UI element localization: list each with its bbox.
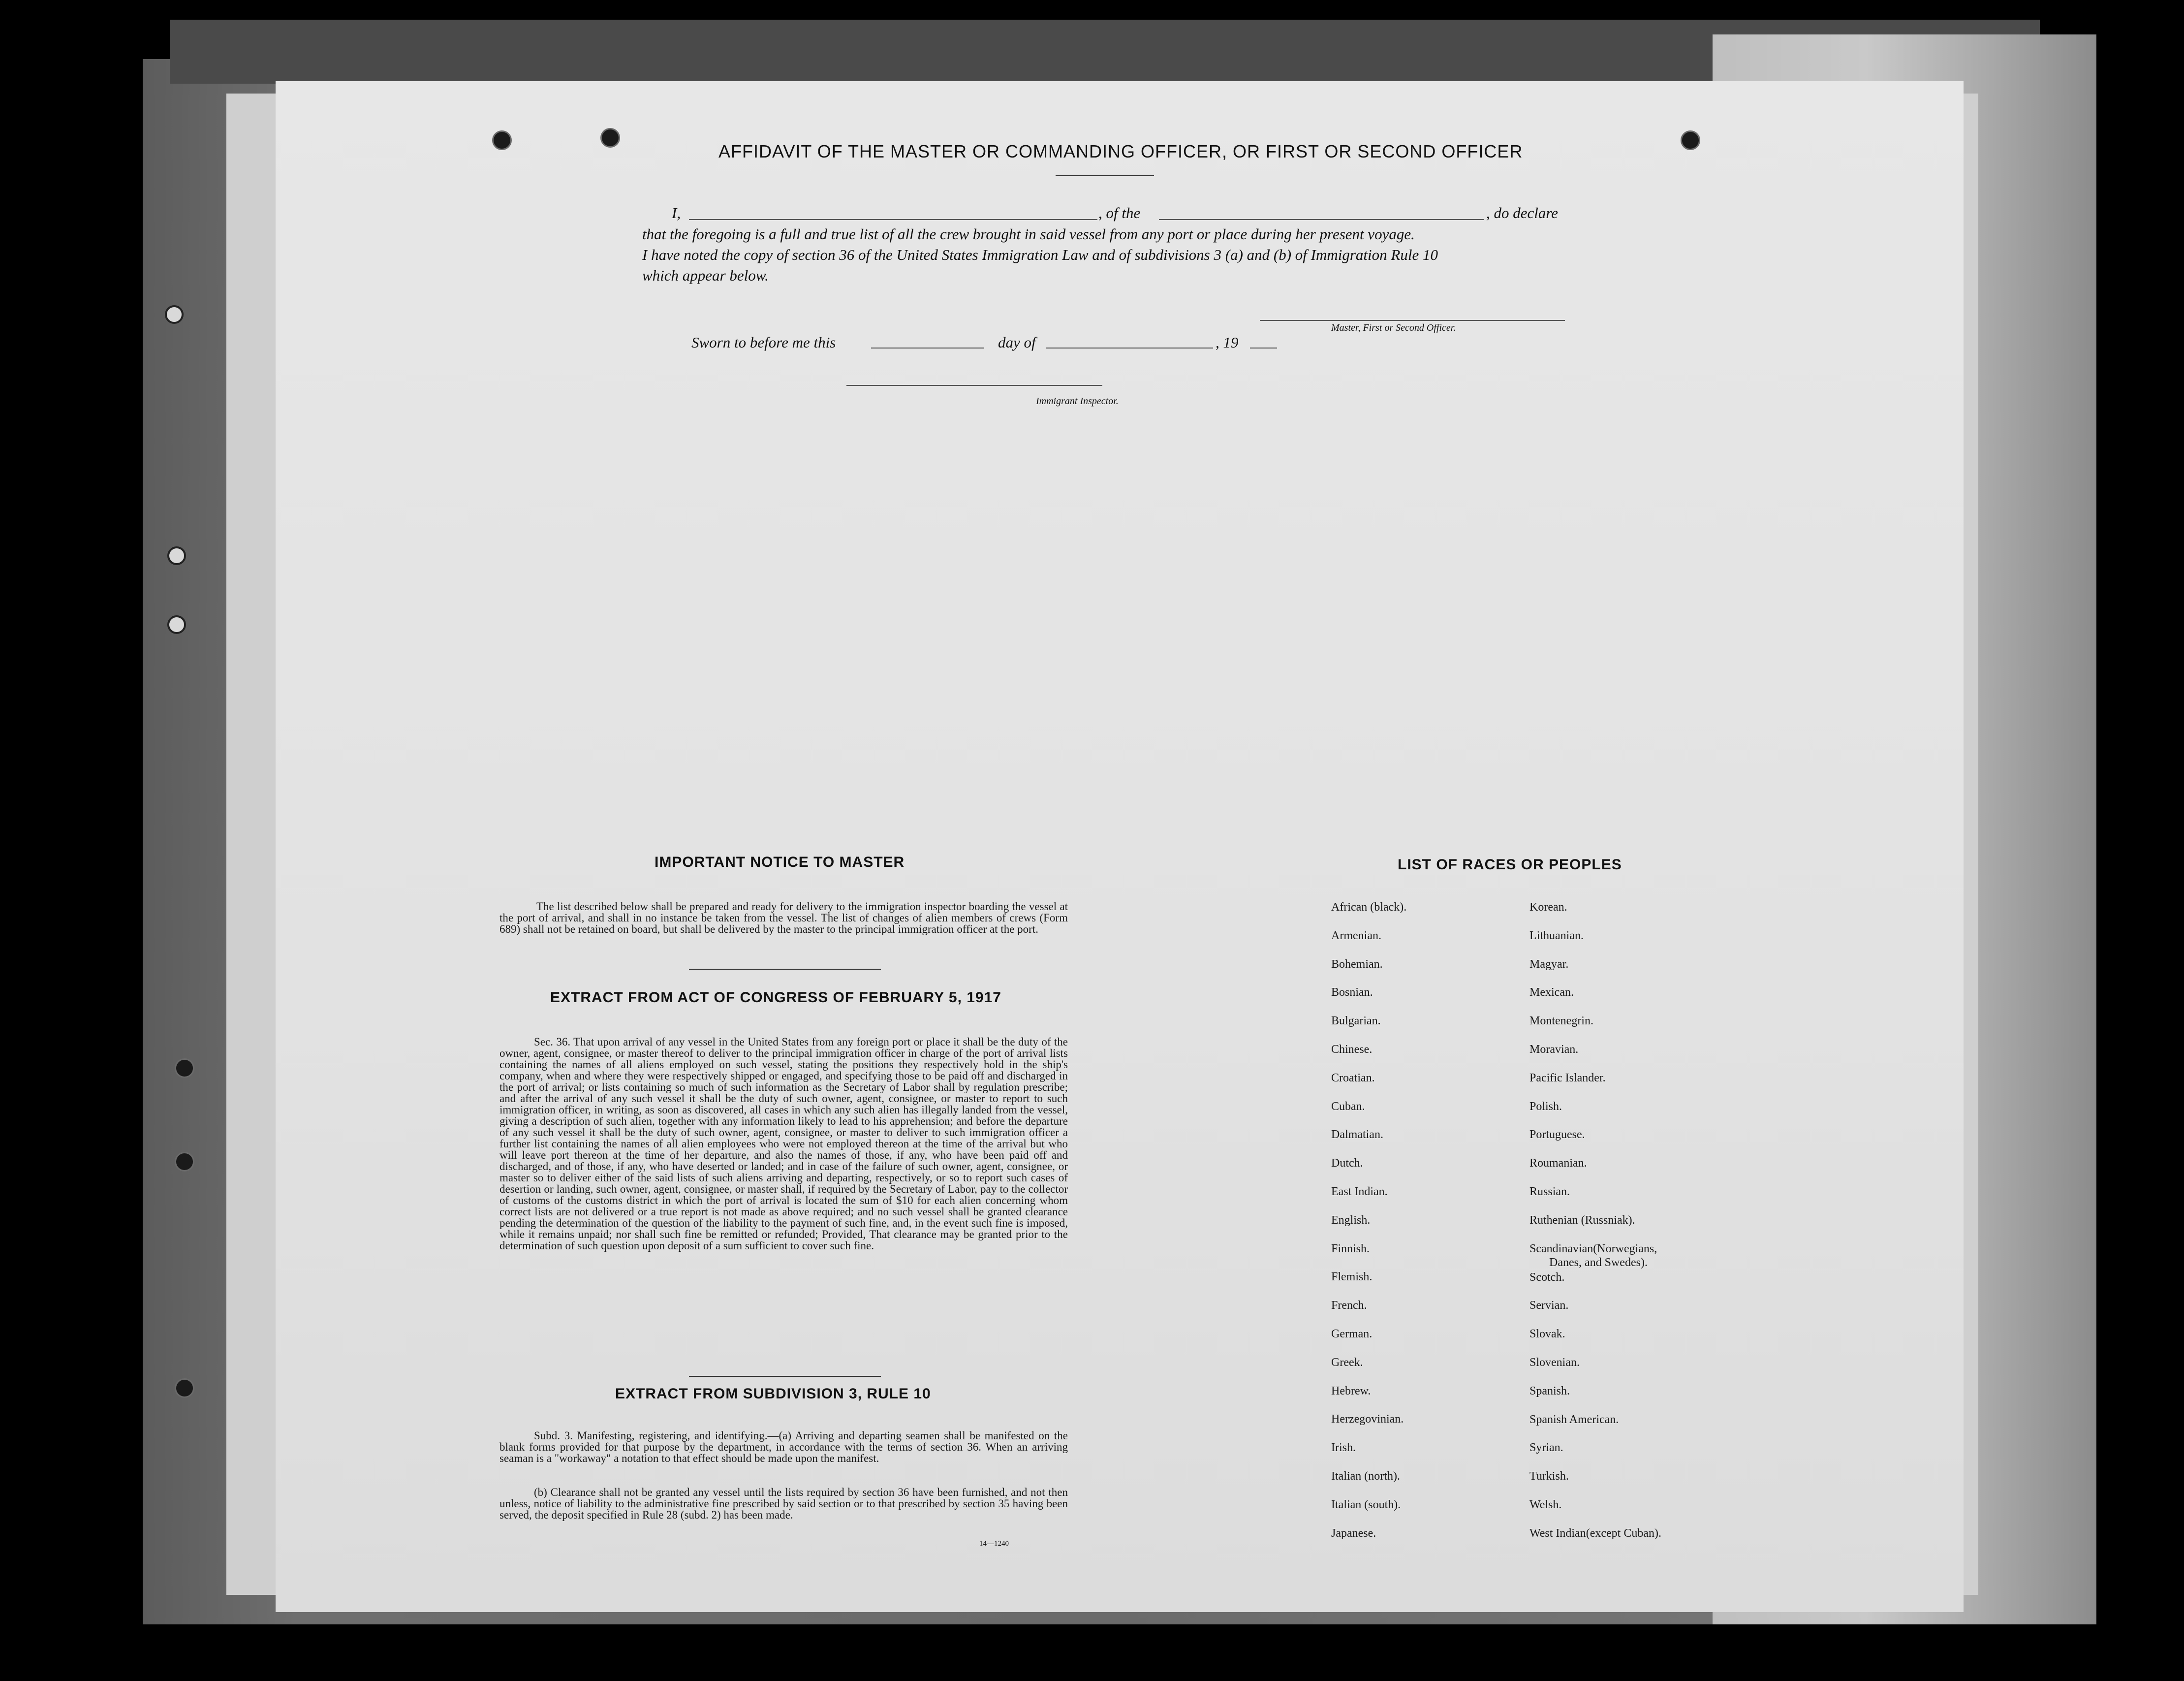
race-item: Cuban. (1331, 1100, 1365, 1113)
divider (1056, 175, 1154, 176)
inspector-signature-line[interactable] (846, 385, 1102, 386)
race-item: Flemish. (1331, 1270, 1373, 1283)
race-item: German. (1331, 1328, 1373, 1340)
punch-hole (600, 128, 620, 148)
punch-hole (1681, 130, 1700, 150)
race-item: Korean. (1529, 901, 1567, 914)
race-item: Polish. (1529, 1100, 1562, 1113)
master-signature-label: Master, First or Second Officer. (1331, 322, 1456, 333)
punch-hole (175, 1058, 194, 1078)
race-item: Ruthenian (Russniak). (1529, 1214, 1635, 1227)
affidavit-declare: , do declare (1486, 204, 1559, 222)
race-item: West Indian(except Cuban). (1529, 1527, 1661, 1540)
notice-text: The list described below shall be prepared and ready for delivery to the immigration inspector boarding the vessel at the port of arrival, and shall in no instance be taken from the vessel. The list of changes of alien members of crews (Form 689) shall not be retained on board, but shall be delivered by the master to the principal immigration officer at the port. (499, 900, 1068, 935)
race-item: Lithuanian. (1529, 929, 1584, 942)
extract-rule-title: EXTRACT FROM SUBDIVISION 3, RULE 10 (615, 1386, 931, 1402)
month-blank[interactable] (1046, 348, 1213, 349)
day-of-label: day of (998, 334, 1036, 351)
race-item: Syrian. (1529, 1441, 1563, 1454)
race-item: Greek. (1331, 1356, 1363, 1369)
punch-hole (175, 1378, 194, 1398)
race-item: Pacific Islander. (1529, 1072, 1606, 1084)
race-item: Moravian. (1529, 1043, 1579, 1056)
race-item: English. (1331, 1214, 1371, 1227)
races-title: LIST OF RACES OR PEOPLES (1398, 856, 1622, 873)
race-item: Montenegrin. (1529, 1015, 1593, 1027)
race-item: Armenian. (1331, 929, 1381, 942)
affidavit-line-3: I have noted the copy of section 36 of the United States Immigration Law and of subdivisions 3 (a) and (b) of Immigration Rule 10 (642, 246, 1438, 263)
affidavit-i: I, (672, 204, 681, 222)
race-item: Herzegovinian. (1331, 1413, 1404, 1426)
notice-title: IMPORTANT NOTICE TO MASTER (655, 854, 905, 870)
year-label: , 19 (1216, 334, 1239, 351)
race-item: East Indian. (1331, 1185, 1388, 1198)
race-item: Hebrew. (1331, 1385, 1371, 1397)
race-item: Chinese. (1331, 1043, 1373, 1056)
form-number: 14—1240 (979, 1540, 1009, 1548)
punch-hole (492, 130, 512, 150)
race-item: Scotch. (1529, 1271, 1565, 1284)
race-item: Bosnian. (1331, 986, 1373, 999)
punch-hole (167, 546, 186, 565)
sworn-label: Sworn to before me this (691, 334, 836, 351)
race-item: Servian. (1529, 1299, 1569, 1312)
race-item: Spanish American. (1529, 1413, 1619, 1426)
punch-hole (165, 305, 184, 324)
punch-hole (175, 1152, 194, 1172)
race-item: Dalmatian. (1331, 1128, 1383, 1141)
name-blank[interactable] (689, 219, 1097, 220)
race-item: Danes, and Swedes). (1549, 1256, 1648, 1269)
affidavit-line-4: which appear below. (642, 267, 769, 284)
sworn-day-blank[interactable] (871, 348, 984, 349)
race-item: Dutch. (1331, 1157, 1363, 1170)
race-item: African (black). (1331, 901, 1407, 914)
vessel-blank[interactable] (1159, 219, 1484, 220)
race-item: Slovak. (1529, 1328, 1565, 1340)
extract-act-title: EXTRACT FROM ACT OF CONGRESS OF FEBRUARY 5, 1917 (550, 989, 1001, 1006)
race-item: Croatian. (1331, 1072, 1375, 1084)
race-item: Spanish. (1529, 1385, 1570, 1397)
inspector-signature-label: Immigrant Inspector. (1036, 396, 1119, 407)
race-item: Russian. (1529, 1185, 1570, 1198)
extract-rule-text-b: (b) Clearance shall not be granted any vessel until the lists required by section 36 have been furnished, and not then unless, notice of liability to the administrative fine prescribed by said section or to that prescribed by section 35 having been served, the deposit specified in Rule 28 (subd. 2) has been made. (499, 1486, 1068, 1521)
race-item: Italian (north). (1331, 1470, 1400, 1483)
race-item: Scandinavian(Norwegians, (1529, 1242, 1657, 1255)
race-item: Magyar. (1529, 958, 1569, 971)
race-item: Bohemian. (1331, 958, 1383, 971)
divider (689, 1376, 881, 1377)
race-item: Finnish. (1331, 1242, 1370, 1255)
race-item: Mexican. (1529, 986, 1574, 999)
race-item: Portuguese. (1529, 1128, 1585, 1141)
race-item: French. (1331, 1299, 1367, 1312)
extract-act-text: Sec. 36. That upon arrival of any vessel in the United States from any foreign port or place it shall be the duty of the owner, agent, consignee, or master thereof to deliver to the principal immigration officer in charge of the port of arrival lists containing the names of all aliens employed on such vessel, stating the positions they respectively hold in the ship's company, when and where they were respectively shipped or engaged, and specifying those to be paid off and discharged in the port of arrival; or lists containing so much of such information as the Secretary of Labor shall by regulation prescribe; and after the arrival of any such vessel it shall be the duty of such owner, agent, consignee, or master to report to such immigration officer, in writing, as soon as discovered, all cases in which any such alien has illegally landed from the vessel, giving a description of such alien, together with any information likely to lead to his apprehension; and before the departure of any such vessel it shall be the duty of such owner, agent, consignee, or master to deliver to such immigration officer a further list containing the names of all alien employees who were not employed thereon at the time of the arrival but who will leave port thereon at the time of her departure, and also the names of those, if any, who have been paid off and discharged, and of those, if any, who have deserted or landed; and in case of the failure of such owner, agent, consignee, or master so to deliver either of the said lists of such aliens arriving and departing, respectively, or so to report such cases of desertion or landing, such owner, agent, consignee, or master shall, if required by the Secretary of Labor, pay to the collector of customs of the customs district in which the port of arrival is located the sum of $10 for each alien concerning whom correct lists are not delivered or a true report is not made as above required; and no such vessel shall be granted clearance pending the determination of the question of the liability to the payment of such fine, and, in the event such fine is imposed, while it remains unpaid; nor shall such fine be remitted or refunded; Provided, That clearance may be granted prior to the determination of such question upon deposit of a sum sufficient to cover such fine. (499, 1036, 1068, 1252)
form-page (276, 81, 1964, 1612)
extract-rule-text-a: Subd. 3. Manifesting, registering, and identifying.—(a) Arriving and departing seamen shall be manifested on the blank forms provided for that purpose by the department, in accordance with the terms of section 36. When an arriving seaman is a "workaway" a notation to that effect should be made upon the manifest. (499, 1429, 1068, 1464)
race-item: Slovenian. (1529, 1356, 1580, 1369)
master-signature-line[interactable] (1260, 320, 1565, 321)
race-item: Roumanian. (1529, 1157, 1587, 1170)
punch-hole (167, 615, 186, 634)
divider (689, 969, 881, 970)
race-item: Bulgarian. (1331, 1015, 1381, 1027)
affidavit-of-the: , of the (1098, 204, 1141, 222)
race-item: Japanese. (1331, 1527, 1376, 1540)
race-item: Turkish. (1529, 1470, 1569, 1483)
year-blank[interactable] (1250, 348, 1277, 349)
race-item: Welsh. (1529, 1498, 1562, 1511)
race-item: Italian (south). (1331, 1498, 1401, 1511)
race-item: Irish. (1331, 1441, 1356, 1454)
affidavit-title: AFFIDAVIT OF THE MASTER OR COMMANDING OFFICER, OR FIRST OR SECOND OFFICER (718, 141, 1523, 161)
affidavit-line-2: that the foregoing is a full and true list of all the crew brought in said vessel from any port or place during her present voyage. (642, 225, 1415, 243)
